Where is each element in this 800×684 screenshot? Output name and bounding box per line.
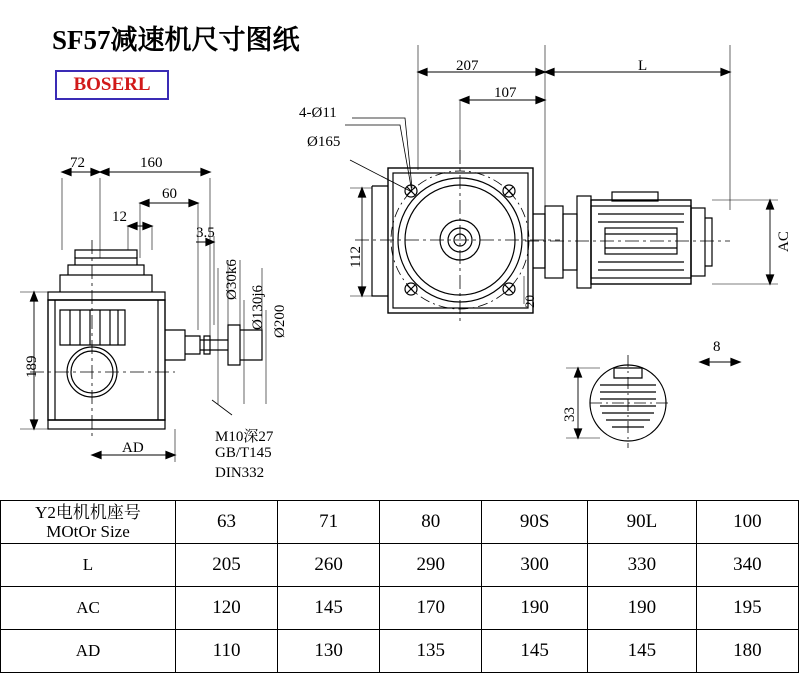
dim-3p5-label: 3.5 (196, 225, 215, 241)
cell: 330 (587, 544, 696, 587)
cell: 145 (482, 630, 588, 673)
table-row (1, 501, 799, 544)
dim-D30k6-label: Ø30k6 (224, 259, 240, 300)
cell: 340 (696, 544, 798, 587)
cell: 130 (278, 630, 380, 673)
row-header-L: L (1, 544, 176, 587)
page-title: SF57减速机尺寸图纸 (52, 25, 300, 55)
dim-160-label: 160 (140, 155, 163, 171)
row-header-AD: AD (1, 630, 176, 673)
note-standard-gbt: GB/T145 (215, 445, 272, 461)
table-row (1, 587, 799, 630)
cell: 100 (696, 501, 798, 544)
dim-33-label: 33 (562, 407, 578, 422)
dim-8-label: 8 (713, 339, 721, 355)
table-row (1, 630, 799, 673)
cell: 190 (587, 587, 696, 630)
row-header-line1: Y2电机机座号 (35, 502, 141, 522)
dim-12-label: 12 (112, 209, 127, 225)
cell: 170 (380, 587, 482, 630)
cell: 180 (696, 630, 798, 673)
dim-AC-label: AC (776, 231, 792, 252)
dim-207-label: 207 (456, 58, 479, 74)
dim-60-label: 60 (162, 186, 177, 202)
cell: 145 (587, 630, 696, 673)
row-header-motor-size (1, 501, 176, 544)
cell: 110 (176, 630, 278, 673)
cell: 135 (380, 630, 482, 673)
dim-AD-label: AD (122, 440, 144, 456)
cell: 290 (380, 544, 482, 587)
cell: 300 (482, 544, 588, 587)
cell: 120 (176, 587, 278, 630)
cell: 195 (696, 587, 798, 630)
cell: 71 (278, 501, 380, 544)
cell: 205 (176, 544, 278, 587)
row-header-AC: AC (1, 587, 176, 630)
cell: 145 (278, 587, 380, 630)
dim-72-label: 72 (70, 155, 85, 171)
cell: 80 (380, 501, 482, 544)
dim-20-label: 20 (522, 295, 537, 308)
cell: 260 (278, 544, 380, 587)
cell: 90L (587, 501, 696, 544)
dim-4xD11-label: 4-Ø11 (299, 105, 337, 121)
dim-189-label: 189 (24, 355, 40, 378)
dim-L-label: L (638, 58, 648, 74)
dim-D130j6-label: Ø130j6 (250, 285, 266, 330)
note-standard-din: DIN332 (215, 465, 265, 481)
dim-112-label: 112 (348, 246, 364, 268)
cell: 90S (482, 501, 588, 544)
brand-logo-text: BOSERL (73, 74, 151, 95)
dim-D200-label: Ø200 (272, 304, 288, 338)
note-m10-depth: M10深27 (215, 429, 274, 445)
spec-table (0, 500, 799, 673)
dim-107-label: 107 (494, 85, 517, 101)
cell: 63 (176, 501, 278, 544)
row-header-line2: MOtOr Size (46, 522, 130, 541)
cell: 190 (482, 587, 588, 630)
table-row (1, 544, 799, 587)
dim-D165-label: Ø165 (307, 134, 341, 150)
